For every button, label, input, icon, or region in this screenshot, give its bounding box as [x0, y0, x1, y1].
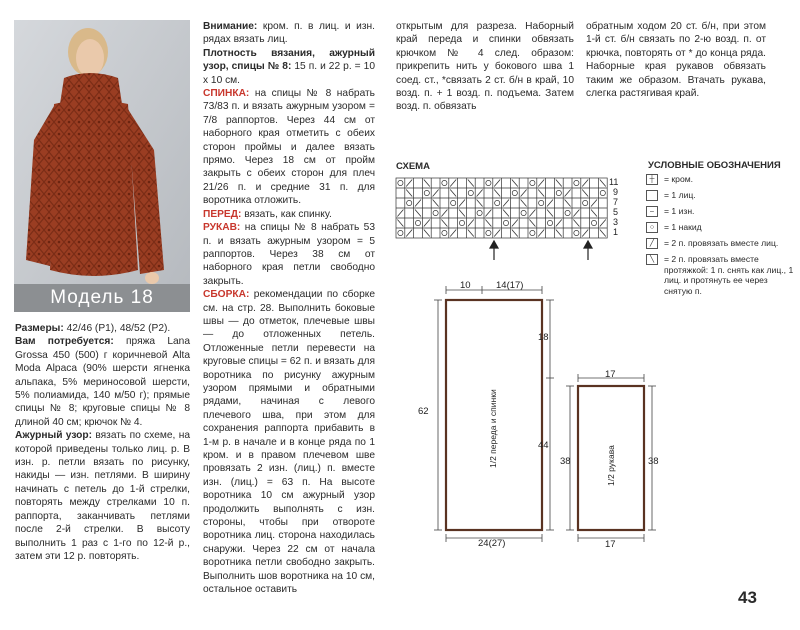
legend-item: [646, 206, 796, 217]
body-top-left-dimension: 10: [460, 280, 471, 291]
model-caption: Модель 18: [14, 284, 190, 312]
legend-item-text: = 1 изн.: [664, 206, 695, 216]
chart-decrease: [565, 190, 571, 197]
legend-title: УСЛОВНЫЕ ОБОЗНАЧЕНИЯ: [648, 160, 781, 171]
chart-decrease: [529, 220, 535, 227]
sizes-label: Размеры:: [15, 323, 64, 334]
legend-item: [646, 174, 796, 185]
chart-decrease: [582, 230, 588, 237]
chart-yarn-over: [574, 230, 579, 235]
body-piece-label: 1/2 переда и спинки: [488, 389, 498, 468]
chart-row-numbers: [609, 177, 618, 237]
ssk-icon: ╲: [646, 254, 658, 265]
yarn-over-icon: ○: [646, 222, 658, 233]
third-column-text: открытым для разреза. Наборный край переда и спинки обвязать крючком № 4 след. образом: прикрепить нить у бокового шва 1 соед. ст., *связать 2 ст. б/н в край, 10 возд. п. + 1 возд. п. подъема. Затем возд. п. обвязать: [396, 21, 574, 113]
chart-decrease: [591, 200, 597, 207]
chart-decrease: [477, 190, 483, 197]
chart-yarn-over: [583, 200, 588, 205]
legend-item-text: = 1 лиц.: [664, 190, 696, 200]
chart-yarn-over: [451, 200, 456, 205]
chart-decrease: [397, 210, 403, 217]
chart-yarn-over: [503, 220, 508, 225]
chart-decrease: [485, 210, 491, 217]
chart-decrease: [468, 180, 474, 187]
chart-yarn-over: [565, 210, 570, 215]
chart-yarn-over: [574, 180, 579, 185]
chart-decrease: [573, 210, 579, 217]
chart-yarn-over: [398, 230, 403, 235]
body-diagram: [410, 278, 560, 550]
chart-decrease: [406, 230, 412, 237]
pattern-text: вязать по схеме, на которой приведены только лиц. р. В изн. р. петли вязать по рисунку, накиды — изн. петлями. В ширину начинать с петель до 1-й стрелки, повторять между стрелками 10 п. раппорта, заканчивать петлями после 2-й стрелки. В высоту выполнить 1 раз с 1-го по 12-й р., затем эти 12 р. повторять.: [15, 430, 190, 562]
attention-text: кром. п. в лиц. и изн. рядах вязать лиц.: [203, 21, 375, 46]
k2tog-icon: ╱: [646, 238, 658, 249]
chart-decrease: [459, 210, 465, 217]
chart-yarn-over: [521, 210, 526, 215]
legend-item-text: = 2 п. провязать вместе лиц.: [664, 238, 779, 248]
front-text: вязать, как спинку.: [241, 208, 332, 220]
sleeve-top-dimension: 17: [605, 370, 616, 380]
assembly-paragraph: [203, 288, 375, 596]
chart-decrease: [529, 210, 535, 217]
repeat-end-arrowhead: [584, 241, 592, 248]
row-number-3: 3: [613, 217, 619, 227]
row-number-9: 9: [613, 187, 619, 197]
chart-decrease: [450, 190, 456, 197]
materials-label: Вам потребуется:: [15, 336, 114, 348]
front-paragraph: [203, 208, 375, 221]
chart-decrease: [441, 220, 447, 227]
chart-decrease: [556, 220, 562, 227]
chart-decrease: [512, 180, 518, 187]
edge-stitch-icon: ┼: [646, 174, 658, 185]
repeat-arrows: [490, 241, 592, 260]
chart-yarn-over: [530, 180, 535, 185]
chart-yarn-over: [442, 230, 447, 235]
chart-yarn-over: [415, 220, 420, 225]
sleeve-piece-label: 1/2 рукава: [606, 445, 616, 486]
sizes-text: 42/46 (P1), 48/52 (P2).: [63, 323, 171, 334]
chart-decrease: [538, 230, 544, 237]
knitting-chart: [394, 172, 626, 264]
chart-yarn-over: [442, 180, 447, 185]
repeat-start-arrowhead: [490, 241, 498, 248]
body-top-right-dimension: 14(17): [496, 280, 524, 291]
legend-item: [646, 254, 796, 296]
sweater-illustration: [14, 20, 190, 312]
chart-decrease: [503, 200, 509, 207]
chart-decrease: [485, 220, 491, 227]
chart-decrease: [538, 180, 544, 187]
chart-grid: [396, 178, 607, 238]
pattern-label: Ажурный узор:: [15, 430, 92, 442]
chart-yarn-over: [539, 200, 544, 205]
page-number: 43: [738, 588, 757, 607]
chart-yarn-over: [398, 180, 403, 185]
chart-decrease: [600, 180, 606, 187]
chart-decrease: [494, 230, 500, 237]
chart-decrease: [547, 210, 553, 217]
chart-decrease: [582, 190, 588, 197]
chart-decrease: [600, 220, 606, 227]
sleeve-label: РУКАВ:: [203, 222, 241, 234]
chart-decrease: [406, 180, 412, 187]
back-text: на спицы № 8 набрать 73/83 п. и вязать ажурным узором = 7/8 раппортов. Через 44 см от наборного края отметить с обеих сторон проймы и далее вязать прямо. Через 18 см от пройм закрыть с обеих сторон для плеч 21/26 п. и средние 31 п. для воротника отложить.: [203, 88, 375, 207]
chart-decrease: [591, 210, 597, 217]
body-left-dimension: 62: [418, 406, 429, 417]
chart-yarn-over: [556, 190, 561, 195]
sleeve-right-dimension: 38: [648, 456, 659, 467]
chart-decrease: [397, 220, 403, 227]
knit-stitch-icon: [646, 190, 658, 201]
materials-paragraph: [15, 335, 190, 429]
attention-paragraph: [203, 20, 375, 47]
model-photo: [14, 20, 190, 312]
chart-decrease: [503, 210, 509, 217]
chart-yarn-over: [547, 220, 552, 225]
legend: [646, 174, 796, 301]
body-right-bottom-dimension: 44: [538, 440, 549, 451]
sleeve-left-dimension: 38: [560, 456, 571, 467]
body-bottom-dimension: 24(27): [478, 538, 506, 549]
chart-yarn-over: [600, 190, 605, 195]
chart-decrease: [433, 200, 439, 207]
chart-yarn-over: [486, 180, 491, 185]
chart-yarn-over: [530, 230, 535, 235]
chart-decrease: [512, 230, 518, 237]
chart-decrease: [424, 220, 430, 227]
sleeve-paragraph: [203, 221, 375, 288]
pattern-paragraph: [15, 429, 190, 563]
legend-item-text: = кром.: [664, 174, 694, 184]
chart-decrease: [582, 180, 588, 187]
chart-yarn-over: [407, 200, 412, 205]
chart-decrease: [450, 230, 456, 237]
chart-decrease: [556, 230, 562, 237]
back-label: СПИНКА:: [203, 88, 250, 100]
legend-item: [646, 190, 796, 201]
chart-decrease: [494, 190, 500, 197]
chart-yarn-over: [459, 220, 464, 225]
legend-item-text: = 1 накид: [664, 222, 702, 232]
row-number-11: 11: [609, 177, 619, 187]
sleeve-diagram: [556, 370, 666, 550]
row-number-1: 1: [613, 227, 619, 237]
legend-item: [646, 238, 796, 249]
chart-decrease: [556, 180, 562, 187]
third-column: [396, 20, 574, 114]
chart-decrease: [424, 180, 430, 187]
chart-decrease: [468, 230, 474, 237]
materials-text: пряжа Lana Grossa 450 (500) г коричневой Alta Moda Alpaca (90% шерсти ягненка альпака, 5% мериносовой шерсти, 5% полиамида, 140 м/50 г); прямые спицы № 8; круговые спицы № 8 длиной 40 см; крючок № 4.: [15, 336, 190, 428]
back-paragraph: [203, 87, 375, 208]
chart-decrease: [573, 220, 579, 227]
chart-decrease: [477, 200, 483, 207]
chart-decrease: [494, 180, 500, 187]
density-paragraph: [203, 47, 375, 87]
middle-column: [203, 20, 375, 596]
chart-decrease: [512, 220, 518, 227]
assembly-label: СБОРКА:: [203, 289, 250, 301]
chart-yarn-over: [591, 220, 596, 225]
chart-yarn-over: [486, 230, 491, 235]
row-number-7: 7: [613, 197, 619, 207]
sleeve-text: на спицы № 8 набрать 53 п. и вязать ажурным узором = 5 раппортов. Через 38 см от наборного края петли свободно закрыть.: [203, 222, 375, 287]
front-label: ПЕРЕД:: [203, 208, 242, 220]
chart-yarn-over: [468, 190, 473, 195]
density-text: 15 п. и 22 р. = 10 х 10 см.: [203, 61, 375, 86]
fourth-column: [586, 20, 766, 100]
assembly-text: рекомендации по сборке см. на стр. 28. Выполнить боковые швы — до отметок, плечевые швы — до отложенных петель. Отложенные петли перевести на круговые спицы = 62 п. и вязать для воротника по рисунку ажурным узором прямыми и обратными рядами, начиная с левого плечевого шва, при этом для сохранения раппорта прибавить в 1-м р. в начале и в конце ряда по 1 кром. и в правом плечевом шве провязать 2 изн. (лиц.) п. вместе изн. (лиц.) = 63 п. На высоте воротника 10 см ажурный узор продолжить выполнять с изн. стороны, чтобы при отвороте воротника лиц. сторона находилась снаружи. Через 22 см от начала воротника петли свободно закрыть. Выполнить шов воротника на 10 см, остальное оставить: [203, 289, 375, 596]
chart-decrease: [415, 210, 421, 217]
chart-decrease: [468, 220, 474, 227]
chart-decrease: [521, 200, 527, 207]
fourth-column-text: обратным ходом 20 ст. б/н, при этом 1-й ст. б/н связать по 2-ю возд. п. от крючка, повторять от * до конца ряда. Наборные края рукавов обвязать таким же образом. Втачать рукава, слегка растягивая край.: [586, 21, 766, 100]
density-label: Плотность вязания, ажурный узор, спицы № 8:: [203, 47, 375, 73]
chart-yarn-over: [512, 190, 517, 195]
legend-item: [646, 222, 796, 233]
chart-yarn-over: [477, 210, 482, 215]
legend-item-text: = 2 п. провязать вместе протяжкой: 1 п. снять как лиц., 1 лиц. и протянуть ее через снятую п.: [664, 254, 794, 296]
sizes-paragraph: [15, 322, 190, 335]
chart-decrease: [415, 200, 421, 207]
chart-decrease: [441, 210, 447, 217]
chart-decrease: [450, 180, 456, 187]
sleeve-bottom-dimension: 17: [605, 539, 616, 550]
body-right-top-dimension: 18: [538, 332, 549, 343]
chart-decrease: [424, 230, 430, 237]
chart-decrease: [565, 200, 571, 207]
chart-decrease: [600, 230, 606, 237]
chart-decrease: [406, 190, 412, 197]
chart-decrease: [547, 200, 553, 207]
chart-decrease: [459, 200, 465, 207]
chart-decrease: [433, 190, 439, 197]
chart-yarn-over: [495, 200, 500, 205]
attention-label: Внимание:: [203, 21, 258, 32]
schema-title: СХЕМА: [396, 161, 430, 172]
chart-decrease: [538, 190, 544, 197]
row-number-5: 5: [613, 207, 619, 217]
chart-yarn-over: [433, 210, 438, 215]
left-column: [15, 322, 190, 563]
chart-decrease: [521, 190, 527, 197]
chart-yarn-over: [424, 190, 429, 195]
purl-stitch-icon: –: [646, 206, 658, 217]
